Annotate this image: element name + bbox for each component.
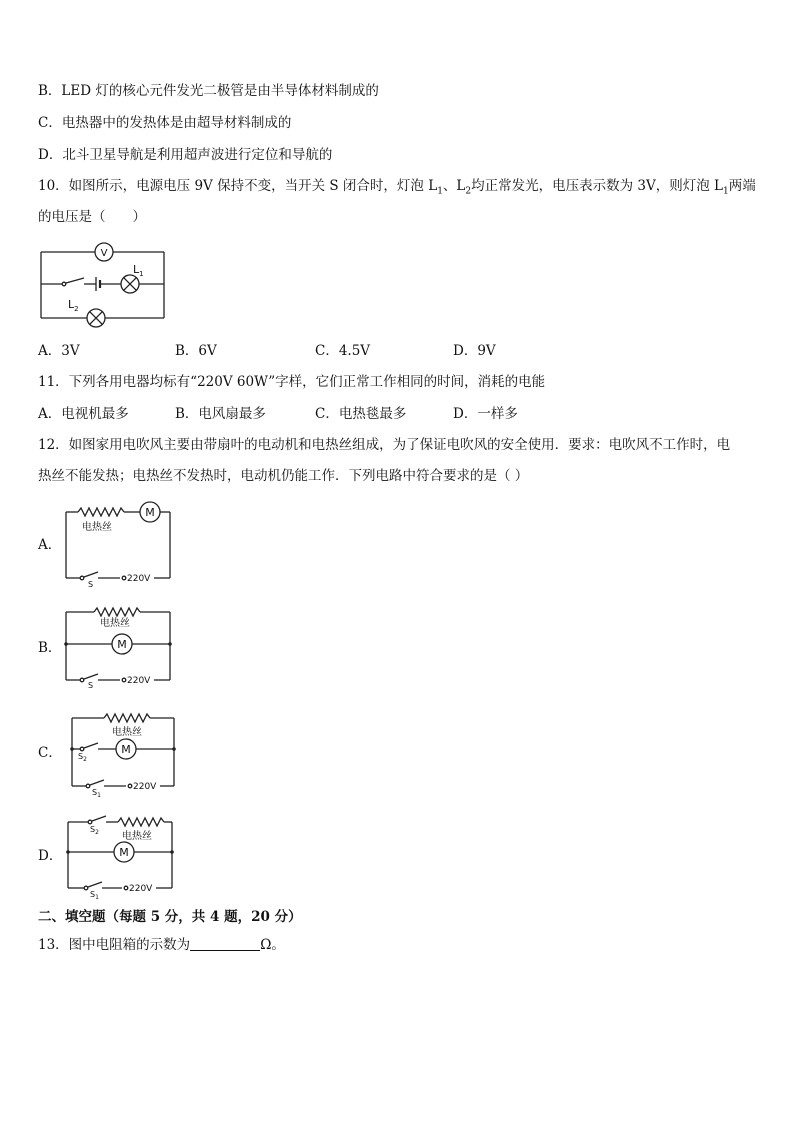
q13-answer-blank[interactable] xyxy=(190,936,260,951)
svg-text:S1: $S_1$ xyxy=(90,890,99,901)
q11-option-b[interactable]: B．电风扇最多 xyxy=(175,406,266,422)
q12-circuit-c xyxy=(64,708,182,799)
svg-text:电热丝: 电热丝 xyxy=(82,522,112,533)
svg-text:S2: $S_2$ xyxy=(90,825,99,836)
section-2-title: 二、填空题（每题 5 分，共 4 题，20 分） xyxy=(38,909,302,925)
q10-option-c[interactable]: C．4.5V xyxy=(315,343,371,359)
svg-text:M: M xyxy=(119,846,129,859)
switch-blade xyxy=(66,278,84,283)
q12-stem-line2: 热丝不能发热；电热丝不发热时，电动机仍能工作．下列电路中符合要求的是（ ） xyxy=(38,468,529,484)
q12-option-c[interactable]: C． xyxy=(38,745,62,761)
q9-option-d: D．北斗卫星导航是利用超声波进行定位和导航的 xyxy=(38,147,333,163)
q11-option-a[interactable]: A．电视机最多 xyxy=(38,406,129,422)
svg-text:220V: 220V xyxy=(127,676,151,686)
q9-option-b: B．LED 灯的核心元件发光二极管是由半导体材料制成的 xyxy=(38,83,379,99)
q10-option-d[interactable]: D．9V xyxy=(453,343,496,359)
q12-option-a[interactable]: A． xyxy=(38,537,62,553)
svg-text:V: V xyxy=(100,248,108,259)
svg-text:M: M xyxy=(121,743,131,756)
svg-text:电热丝: 电热丝 xyxy=(112,727,142,738)
svg-text:S: S xyxy=(88,580,94,589)
svg-text:220V: 220V xyxy=(129,884,153,894)
q11-option-c[interactable]: C．电热毯最多 xyxy=(315,406,407,422)
svg-text:220V: 220V xyxy=(127,574,151,584)
svg-text:S: S xyxy=(88,681,94,690)
q11-option-d[interactable]: D．一样多 xyxy=(453,406,518,422)
svg-text:L2: $L_2$ xyxy=(68,298,79,313)
q13-stem: 13．图中电阻箱的示数为 Ω。 xyxy=(38,937,285,953)
svg-text:电热丝: 电热丝 xyxy=(122,831,152,842)
svg-text:M: M xyxy=(145,506,155,519)
q10-circuit-diagram xyxy=(38,238,168,322)
svg-text:220V: 220V xyxy=(133,782,157,792)
q10-option-a[interactable]: A．3V xyxy=(38,343,80,359)
svg-text:S2: $S_2$ xyxy=(78,752,87,763)
q9-option-c: C．电热器中的发热体是由超导材料制成的 xyxy=(38,115,292,131)
q12-circuit-d xyxy=(62,812,180,901)
svg-text:S1: $S_1$ xyxy=(92,788,101,799)
svg-text:M: M xyxy=(117,638,127,651)
q10-option-b[interactable]: B．6V xyxy=(175,343,217,359)
q12-circuit-b xyxy=(60,602,175,688)
q12-option-d[interactable]: D． xyxy=(38,848,63,864)
q10-stem-line2: 的电压是（ ） xyxy=(38,209,146,225)
svg-text:电热丝: 电热丝 xyxy=(100,618,130,629)
q12-option-b[interactable]: B． xyxy=(38,640,62,656)
q12-circuit-a xyxy=(60,500,175,588)
q10-stem-line1: 10．如图所示，电源电压 9V 保持不变，当开关 S 闭合时，灯泡 $L_1$、$L_2$均正常发光，电压表示数为 3V，则灯泡 $L_1$两端 xyxy=(38,178,756,197)
q11-stem: 11．下列各用电器均标有“220V 60W”字样，它们正常工作相同的时间，消耗的电能 xyxy=(38,374,546,390)
svg-text:L1: $L_1$ xyxy=(133,263,144,278)
q12-stem-line1: 12．如图家用电吹风主要由带扇叶的电动机和电热丝组成，为了保证电吹风的安全使用．要求：电吹风不工作时，电 xyxy=(38,437,731,453)
